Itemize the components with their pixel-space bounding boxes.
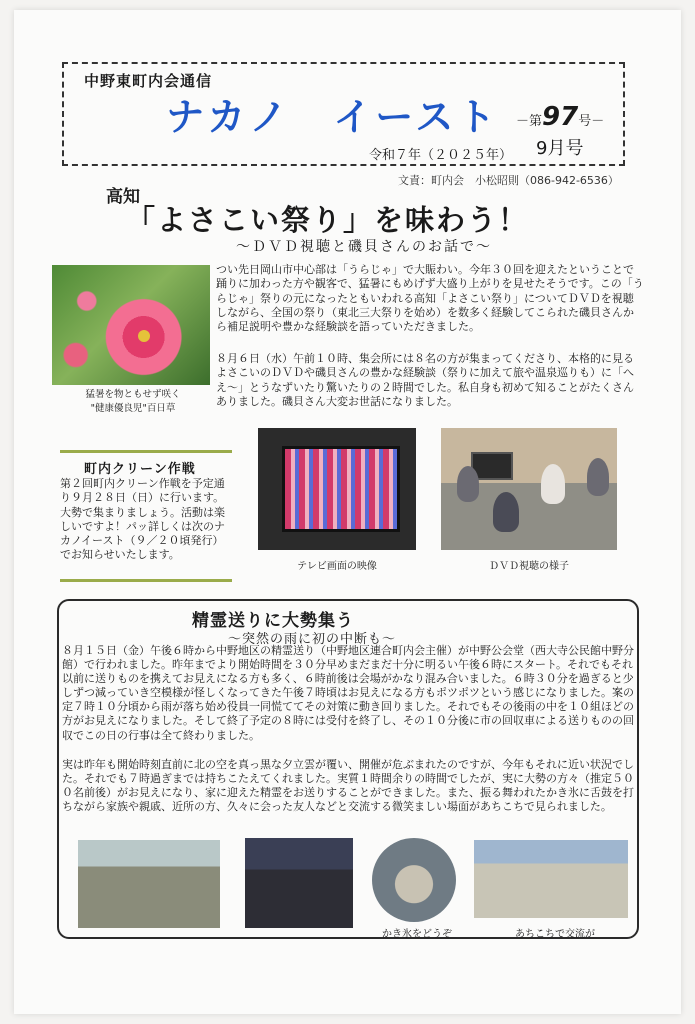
article1-body-1: つい先日岡山市中心部は「うらじゃ」で大賑わい。今年３０回を迎えたということで踊りに加わった方や観客で、猛暑にもめげず大盛り上がりを見せたそうです。この「うらじゃ」祭りの元になったともいわれる高知「よさこい祭り」についてＤＶＤを視聴しながら、全国の祭り（東北三大祭りを始め）を数多く経験してこられた磯貝さんから補足説明や豊かな経験談を語っていただきました。 xyxy=(216,263,644,334)
clean-title: 町内クリーン作戦 xyxy=(84,462,196,477)
photo-caption xyxy=(58,388,208,416)
tv-screen xyxy=(282,446,400,532)
event-photo-crowd xyxy=(474,840,628,918)
issue-suffix: 号－ xyxy=(578,114,605,129)
editor-credit: 文責：町内会 小松昭則（086-942-6536） xyxy=(398,174,619,187)
article2-subtitle: ～突然の雨に初の中断も～ xyxy=(228,632,397,647)
photo-caption-line1: 猛暑を物ともせず咲く xyxy=(85,389,181,400)
clean-body: 第２回町内クリーン作戦を予定通り９月２８日（日）に行います。大勢で集まりましょう。活動は楽しいですよ！パッ詳しくは次のナカノイースト（９／２０頃発行）でお知らせいたします。 xyxy=(60,477,225,562)
issue-month: 9月号 xyxy=(536,138,584,159)
person-figure xyxy=(457,466,479,502)
caption-kouryu: あちこちで交流が xyxy=(515,929,595,940)
event-photo-reception xyxy=(78,840,220,928)
person-figure xyxy=(493,492,519,532)
masthead xyxy=(62,62,625,166)
article2-body-2: 実は昨年も開始時刻直前に北の空を真っ黒な夕立雲が覆い、開催が危ぶまれたのですが、今年もそれに近い状況でした。それでも７時過ぎまでは持ちこたえてくれました。実質１時間余りの時間でしたが、実に大勢の方々（推定５００名前後）がお見えになり、家に迎えた精霊をお送りすることができました。また、振る舞われたかき氷に舌鼓を打ちながら家族や親戚、近所の方、久々に会った友人などと交流する微笑ましい場面があちこちで見られました。 xyxy=(62,758,634,814)
flower-center xyxy=(138,330,150,342)
clean-campaign-box xyxy=(60,450,232,582)
event-photo-evening xyxy=(245,838,353,928)
dvd-viewing-photo xyxy=(441,428,617,550)
newsletter-title: ナカノ イースト xyxy=(166,95,500,139)
article2-body-1: ８月１５日（金）午後６時から中野地区の精霊送り（中野地区連合町内会主催）が中野公会堂（西大寺公民館中野分館）で行われました。昨年までより開始時間を３０分早めまだまだ十分に明るい午後６時にスタート。それでもそれ以前に送りものを携えてお見えになる方も多く、６時前後は会場がかなり混み合いました。６時３０分を過ぎると少しずつ減っていき空模様が怪しくなってきた午後７時頃はお見えになる方もポツポツという感じになりました。案の定７時１０分頃から雨が落ち始め役員一同慌ててその対策に動き回りました。それでもその後雨の中を１０組ほどの方がお見えになりました。そして終了予定の８時には受付を終了し、その１０分後に市の回収車による送りものの回収でこの日の行事は全て終わりました。 xyxy=(62,644,634,742)
issue-number xyxy=(516,102,604,132)
issue-num: 97 xyxy=(542,102,579,132)
org-name: 中野東町内会通信 xyxy=(84,72,213,90)
tv-caption: テレビ画面の映像 xyxy=(297,561,377,572)
tv-photo xyxy=(258,428,416,550)
article2-title: 精霊送りに大勢集う xyxy=(192,611,354,631)
issue-prefix: －第 xyxy=(516,114,543,129)
zinnia-photo xyxy=(52,265,210,385)
photo-caption-line2: "健康優良児"百日草 xyxy=(90,403,176,414)
article1-subtitle: ～ＤＶＤ視聴と磯貝さんのお話で～ xyxy=(236,239,492,255)
article1-body-2: ８月６日（水）午前１０時、集会所には８名の方が集まってくださり、本格的に見るよさこいのＤＶＤや磯貝さんの豊かな経験談（祭りに加えて旅や温泉巡りも）に「へえ～」とうなずいたり驚いたりの２時間でした。私自身も初めて知ることがたくさんありました。磯貝さん大変お世話になりました。 xyxy=(216,352,634,408)
room-caption: ＤＶＤ視聴の様子 xyxy=(489,561,569,572)
article1-title: 「よさこい祭り」を味わう！ xyxy=(126,203,530,237)
person-figure xyxy=(587,458,609,496)
article1-kicker: 高知 xyxy=(106,187,140,207)
issue-date: 令和７年（２０２５年） xyxy=(369,148,513,163)
caption-kakigori: かき氷をどうぞ xyxy=(382,929,452,940)
person-figure xyxy=(541,464,565,504)
event-photo-kakigori xyxy=(372,838,456,922)
